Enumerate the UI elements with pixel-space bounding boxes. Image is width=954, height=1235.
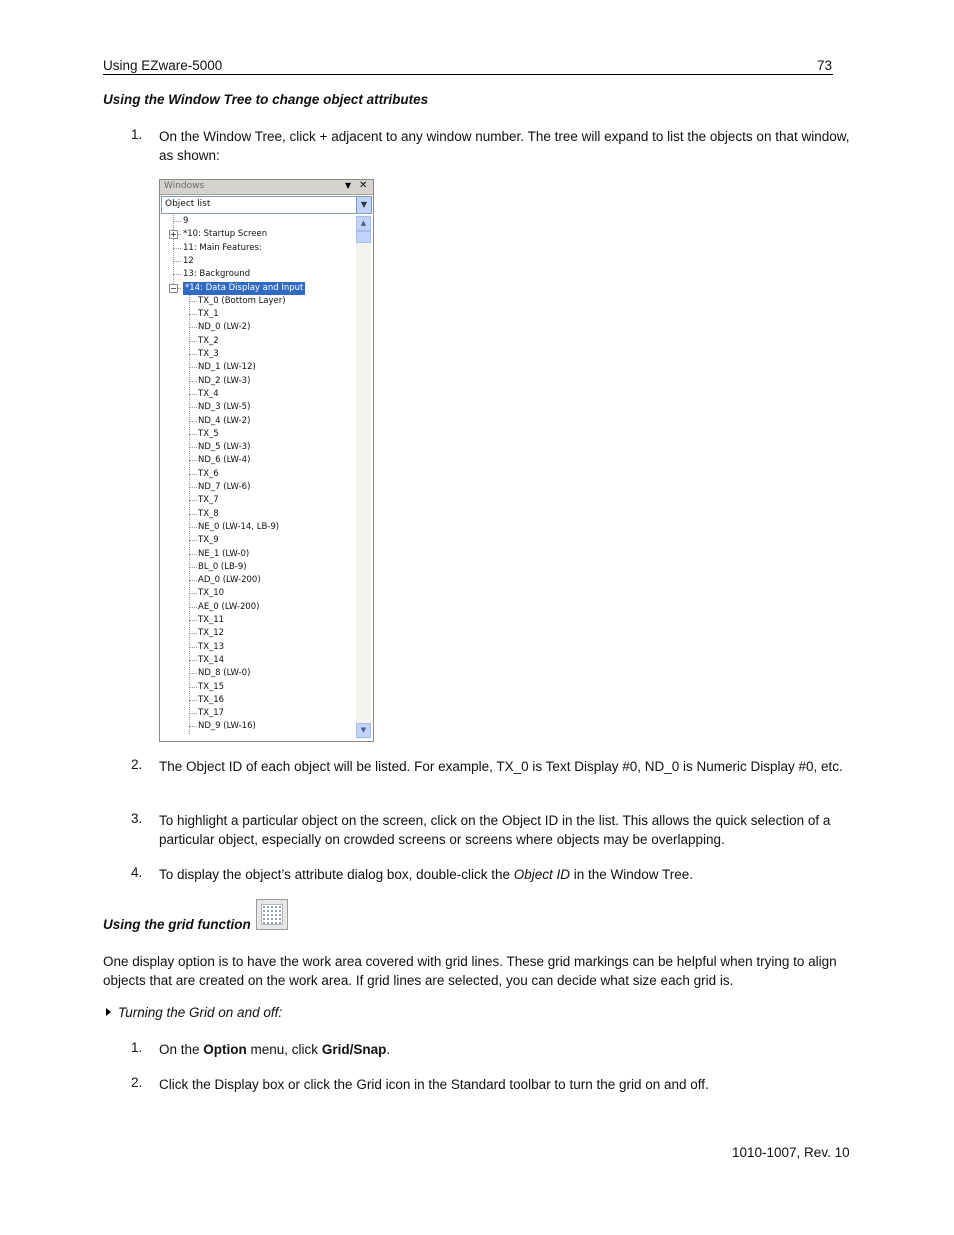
tree-connector	[189, 341, 197, 342]
tree-object-item[interactable]: NE_0 (LW-14, LB-9)	[198, 521, 280, 532]
step-number: 4.	[131, 865, 143, 880]
triangle-right-icon	[106, 1008, 111, 1016]
tree-connector	[189, 394, 197, 395]
tree-object-item[interactable]: TX_14	[198, 654, 225, 665]
step-text	[159, 865, 859, 884]
tree-object-item[interactable]: NE_1 (LW-0)	[198, 548, 250, 559]
step-text: On the Window Tree, click + adjacent to any window number. The tree will expand to list the objects on that window, as shown:	[159, 129, 850, 163]
tree-object-item[interactable]: ND_8 (LW-0)	[198, 668, 251, 679]
section-title-grid: Using the grid function	[103, 917, 251, 932]
tree-connector	[173, 248, 181, 249]
tree-connector	[189, 407, 197, 408]
tree-connector	[173, 261, 181, 262]
step-text-start: To display the object’s attribute dialog box, double-click the	[159, 867, 514, 882]
panel-title: Windows	[164, 181, 205, 191]
scroll-thumb[interactable]	[356, 231, 371, 243]
header-rule	[103, 74, 833, 75]
tree-window-item[interactable]: 11: Main Features:	[183, 242, 262, 253]
tree-connector	[189, 633, 197, 634]
tree-connector	[189, 567, 197, 568]
tree-object-item[interactable]: ND_6 (LW-4)	[198, 455, 251, 466]
tree-object-item[interactable]: ND_1 (LW-12)	[198, 362, 256, 373]
tree-connector	[189, 527, 197, 528]
section-title-window-tree: Using the Window Tree to change object attributes	[103, 92, 429, 107]
tree-connector	[189, 647, 197, 648]
tree-object-item[interactable]: TX_9	[198, 535, 219, 546]
tree-object-item[interactable]: TX_4	[198, 388, 219, 399]
step-text: To highlight a particular object on the screen, click on the Object ID in the list. This allows the quick selection of a particular object, especially on crowded screens or screens where objects may be overlapping.	[159, 813, 831, 847]
tree-connector	[189, 421, 197, 422]
step-text	[159, 1040, 859, 1059]
scroll-down-icon[interactable]: ▼	[356, 723, 371, 738]
tree-object-item[interactable]: ND_3 (LW-5)	[198, 402, 251, 413]
tree-connector	[189, 660, 197, 661]
tree-connector	[173, 215, 174, 288]
tree-connector	[189, 700, 197, 701]
tree-object-item[interactable]: ND_7 (LW-6)	[198, 482, 251, 492]
tree-window-item[interactable]: *10: Startup Screen	[183, 229, 268, 240]
tree-connector	[189, 540, 197, 541]
tree-connector	[189, 713, 197, 714]
step-number: 1.	[131, 127, 143, 142]
tree-connector	[189, 447, 197, 448]
tree-connector	[189, 607, 197, 608]
tree-window-item[interactable]: 13: Background	[183, 269, 251, 280]
step-number: 2.	[131, 1075, 143, 1090]
tree-connector	[189, 474, 197, 475]
tree-object-item[interactable]: TX_2	[198, 335, 219, 346]
panel-title-bar	[160, 180, 373, 195]
expand-icon[interactable]: +	[170, 230, 177, 240]
tree-window-item[interactable]: *14: Data Display and Input	[185, 282, 304, 293]
step-text-end: in the Window Tree.	[570, 867, 694, 882]
tree-object-item[interactable]: TX_0 (Bottom Layer)	[198, 295, 286, 306]
tree-connector	[189, 554, 197, 555]
tree-object-item[interactable]: ND_2 (LW-3)	[198, 375, 251, 386]
step-text: Click the Display box or click the Grid icon in the Standard toolbar to turn the grid on and off.	[159, 1077, 709, 1092]
option-menu-term: Option	[203, 1042, 247, 1057]
tree-window-item[interactable]: 9	[183, 216, 189, 226]
tree-connector	[189, 314, 197, 315]
tree-connector	[189, 487, 197, 488]
tree-object-item[interactable]: TX_17	[198, 708, 225, 719]
tree-object-item[interactable]: AE_0 (LW-200)	[198, 601, 260, 612]
tree-object-item[interactable]: AD_0 (LW-200)	[198, 575, 261, 586]
tree-object-item[interactable]: TX_10	[198, 588, 225, 599]
tree-object-item[interactable]: ND_5 (LW-3)	[198, 442, 251, 453]
grid-paragraph: One display option is to have the work area covered with grid lines. These grid markings can be helpful when trying to align objects that are created on the work area. If grid lines are selected, you can decide what size each grid is.	[103, 954, 837, 988]
tree-connector	[173, 274, 181, 275]
tree-connector	[189, 580, 197, 581]
object-id-term: Object ID	[513, 867, 570, 882]
page-number: 73	[817, 58, 833, 73]
tree-object-item[interactable]: TX_6	[198, 468, 219, 479]
step-number: 3.	[131, 811, 143, 826]
tree-object-item[interactable]: TX_3	[198, 349, 219, 359]
tree-object-item[interactable]: ND_4 (LW-2)	[198, 415, 251, 426]
tree-object-item[interactable]: TX_15	[198, 681, 225, 692]
object-list-select[interactable]	[161, 196, 372, 214]
select-value: Object list	[165, 199, 211, 209]
header-title: Using EZware-5000	[103, 58, 223, 73]
grid-icon	[256, 899, 288, 930]
window-tree	[161, 215, 354, 739]
tree-connector	[189, 301, 197, 302]
tree-object-item[interactable]: ND_0 (LW-2)	[198, 322, 251, 333]
tree-object-item[interactable]: TX_13	[198, 641, 225, 652]
step-number: 2.	[131, 757, 143, 772]
tree-connector	[173, 221, 181, 222]
triangle-down-icon[interactable]: ▼	[345, 181, 352, 190]
tree-object-item[interactable]: TX_5	[198, 428, 219, 439]
tree-object-item[interactable]: ND_9 (LW-16)	[198, 721, 256, 732]
tree-object-item[interactable]: TX_12	[198, 628, 225, 639]
tree-connector	[189, 673, 197, 674]
tree-window-item[interactable]: 12	[183, 255, 194, 266]
tree-connector	[189, 514, 197, 515]
collapse-icon[interactable]: −	[170, 283, 177, 293]
tree-connector	[189, 687, 197, 688]
step-text-mid: menu, click	[246, 1042, 322, 1057]
windows-panel	[159, 179, 374, 742]
tree-connector	[189, 354, 197, 355]
tree-connector	[189, 327, 197, 328]
footer-doc-id: 1010-1007, Rev. 10	[732, 1145, 850, 1160]
tree-object-item[interactable]: TX_16	[198, 694, 225, 705]
tree-connector	[189, 367, 197, 368]
tree-object-item[interactable]: TX_11	[198, 615, 225, 625]
tree-connector	[189, 381, 197, 382]
tree-connector	[189, 620, 197, 621]
tree-connector	[189, 500, 197, 501]
tree-object-item[interactable]: TX_8	[198, 508, 219, 519]
tree-connector	[189, 593, 197, 594]
chevron-down-icon[interactable]: ▼	[356, 197, 371, 213]
step-text-start: On the	[159, 1042, 204, 1057]
scroll-up-icon[interactable]: ▲	[356, 216, 371, 231]
close-icon[interactable]: ✕	[359, 180, 368, 191]
tree-connector	[189, 434, 197, 435]
step-text: The Object ID of each object will be listed. For example, TX_0 is Text Display #0, ND_0 is Numeric Display #0, etc.	[159, 759, 843, 774]
tree-connector	[189, 460, 197, 461]
scrollbar[interactable]	[356, 215, 371, 739]
tree-object-item[interactable]: TX_7	[198, 495, 219, 506]
procedure-title: Turning the Grid on and off:	[118, 1005, 283, 1020]
tree-object-item[interactable]: TX_1	[198, 309, 219, 320]
tree-object-item[interactable]: BL_0 (LB-9)	[198, 561, 247, 572]
tree-connector	[189, 726, 197, 727]
step-text-end: .	[386, 1042, 391, 1057]
step-number: 1.	[131, 1040, 143, 1055]
grid-snap-term: Grid/Snap	[321, 1042, 387, 1057]
